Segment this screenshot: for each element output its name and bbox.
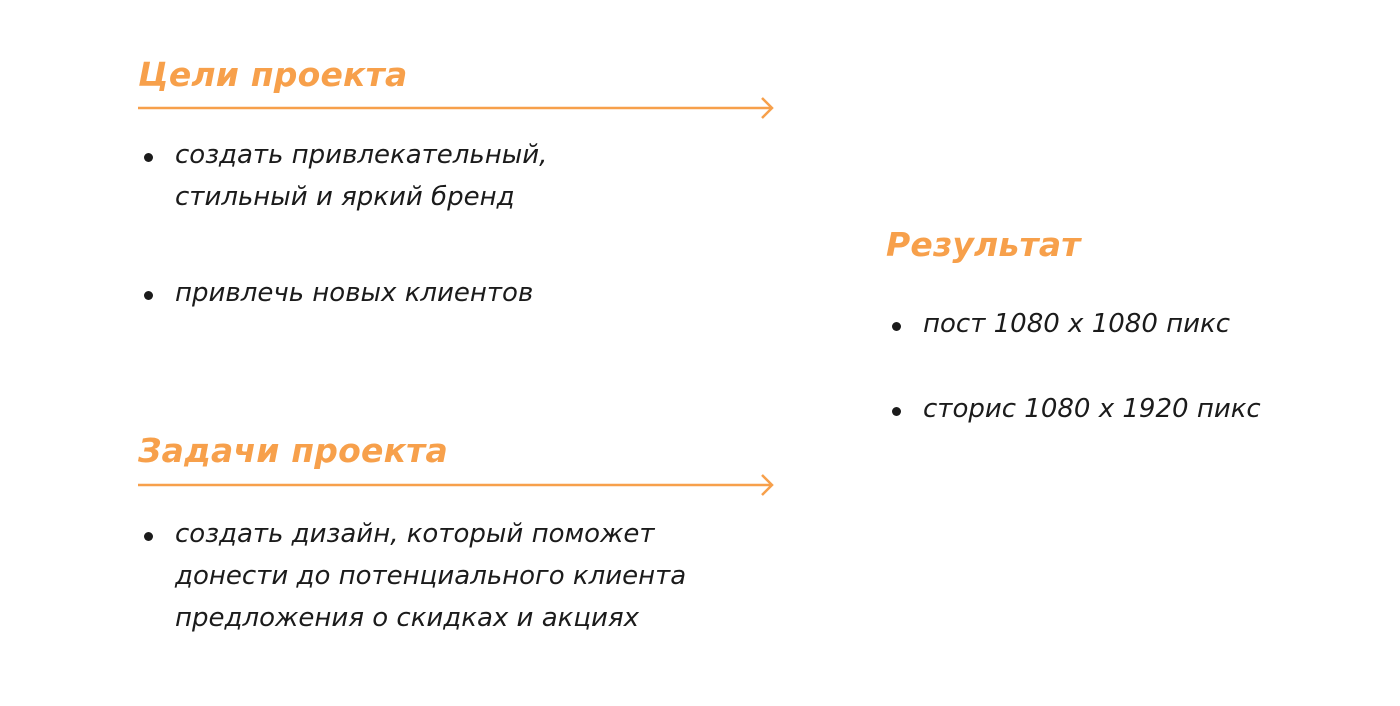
list-item [886,303,1386,345]
goal-2-line-1: привлечь новых клиентов [175,278,534,308]
bullet-icon [892,407,901,416]
bullet-icon [892,322,901,331]
goal-1-line-2: стильный и яркий бренд [175,182,515,212]
goals-heading: Цели проекта [138,55,408,94]
tasks-arrow-icon [138,473,778,497]
list-item [138,134,778,218]
list-item [886,388,1386,430]
result-2-line-1: сторис 1080 х 1920 пикс [923,394,1261,424]
task-1-line-2: донести до потенциального клиента [175,561,687,591]
list-item [138,272,778,314]
task-1-line-3: предложения о скидках и акциях [175,603,639,633]
task-1-line-1: создать дизайн, который поможет [175,519,655,549]
goals-list [138,134,778,314]
goals-arrow-icon [138,96,778,120]
tasks-heading: Задачи проекта [138,431,448,470]
result-heading: Результат [886,225,1081,264]
list-item [138,513,838,639]
tasks-list [138,513,838,639]
bullet-icon [144,153,153,162]
result-list [886,303,1386,430]
bullet-icon [144,291,153,300]
goal-1-line-1: создать привлекательный, [175,140,548,170]
bullet-icon [144,532,153,541]
result-1-line-1: пост 1080 х 1080 пикс [923,309,1231,339]
